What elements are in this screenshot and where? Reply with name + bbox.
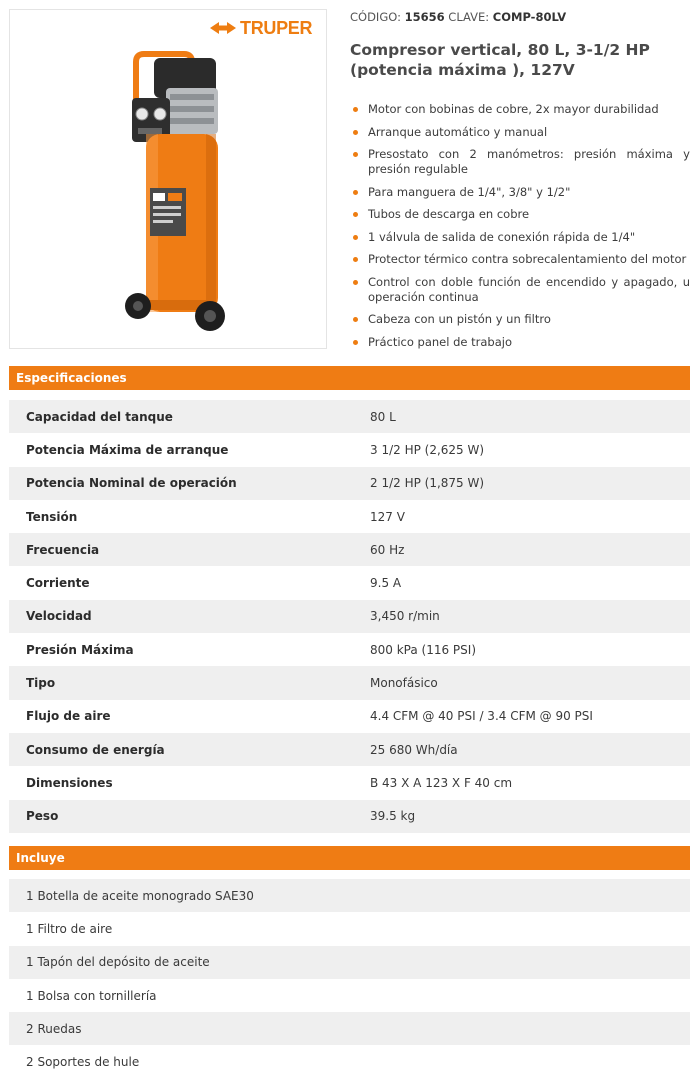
air-compressor-icon [110,48,230,344]
spec-key: Velocidad [26,609,92,624]
bullet-icon [353,107,358,112]
feature-item [350,207,690,222]
spec-row [9,467,690,500]
spec-value: 25 680 Wh/día [370,742,458,757]
code-label: CÓDIGO: [350,10,401,24]
feature-item [350,230,690,245]
spec-value: 3,450 r/min [370,609,440,624]
spec-value: 9.5 A [370,576,402,591]
spec-key: Potencia Nominal de operación [26,476,237,491]
spec-key: Tensión [26,509,78,524]
include-row: 1 Tapón del depósito de aceite [9,946,690,979]
includes-section-header: Incluye [9,846,690,870]
specs-table [9,400,690,833]
feature-item [350,335,690,350]
spec-value: 4.4 CFM @ 40 PSI / 3.4 CFM @ 90 PSI [370,709,593,724]
product-info [350,10,690,357]
spec-row [9,633,690,666]
spec-value: 127 V [370,509,405,524]
feature-item [350,102,690,117]
product-codes [350,10,690,28]
spec-key: Consumo de energía [26,742,165,757]
include-row: 1 Filtro de aire [9,912,690,945]
bullet-icon [353,280,358,285]
feature-item [350,125,690,140]
feature-text: Control con doble función de encendido y apagado, u operación continua [368,274,690,304]
bullet-icon [353,152,358,157]
code-value: 15656 [404,10,445,24]
feature-item [350,147,690,177]
bullet-icon [353,212,358,217]
include-row: 1 Bolsa con tornillería [9,979,690,1012]
spec-value: 80 L [370,409,396,424]
spec-row [9,433,690,466]
feature-text: Práctico panel de trabajo [368,334,513,349]
spec-row [9,500,690,533]
bullet-icon [353,257,358,262]
spec-row [9,700,690,733]
spec-key: Peso [26,809,59,824]
brand-name: TRUPER [240,17,313,38]
include-row: 2 Soportes de hule [9,1045,690,1078]
feature-text: Tubos de descarga en cobre [368,207,530,221]
feature-item [350,275,690,305]
feature-list [350,102,690,350]
spec-key: Presión Máxima [26,642,134,657]
product-title: Compresor vertical, 80 L, 3-1/2 HP (potencia máxima ), 127V [350,41,650,79]
spec-row [9,600,690,633]
spec-row [9,666,690,699]
spec-row [9,733,690,766]
spec-row [9,400,690,433]
includes-table [9,879,690,1079]
specs-section-header: Especificaciones [9,366,690,390]
clave-label: CLAVE: [448,10,490,24]
truper-logo [210,16,312,40]
clave-value: COMP-80LV [492,10,567,24]
feature-item [350,312,690,327]
bullet-icon [353,235,358,240]
spec-key: Corriente [26,576,90,591]
spec-key: Potencia Máxima de arranque [26,442,229,457]
bullet-icon [353,317,358,322]
include-row: 1 Botella de aceite monogrado SAE30 [9,879,690,912]
spec-value: 3 1/2 HP (2,625 W) [370,442,485,457]
spec-key: Tipo [26,676,56,691]
feature-text: Protector térmico contra sobrecalentamiento del motor [368,252,687,266]
include-row: 2 Ruedas [9,1012,690,1045]
feature-item [350,252,690,267]
spec-row [9,533,690,566]
truper-logo-icon [210,21,236,35]
bullet-icon [353,190,358,195]
spec-key: Frecuencia [26,542,100,557]
feature-text: Motor con bobinas de cobre, 2x mayor durabilidad [368,102,659,116]
bullet-icon [353,130,358,135]
product-image-frame [9,9,327,349]
feature-text: Arranque automático y manual [368,124,548,139]
feature-text: Cabeza con un pistón y un filtro [368,312,551,326]
bullet-icon [353,340,358,345]
spec-row [9,800,690,833]
spec-key: Flujo de aire [26,709,111,724]
spec-value: Monofásico [370,676,438,691]
spec-key: Dimensiones [26,775,113,790]
spec-value: B 43 X A 123 X F 40 cm [370,775,513,790]
spec-key: Capacidad del tanque [26,409,173,424]
spec-value: 2 1/2 HP (1,875 W) [370,476,485,491]
feature-item [350,185,690,200]
spec-value: 39.5 kg [370,809,416,824]
spec-value: 800 kPa (116 PSI) [370,642,477,657]
feature-text: 1 válvula de salida de conexión rápida de 1/4" [368,229,636,244]
spec-row [9,566,690,599]
spec-value: 60 Hz [370,542,405,557]
feature-text: Para manguera de 1/4", 3/8" y 1/2" [368,184,571,199]
spec-row [9,766,690,799]
feature-text: Presostato con 2 manómetros: presión máxima y presión regulable [368,147,690,176]
product-header [0,0,700,356]
